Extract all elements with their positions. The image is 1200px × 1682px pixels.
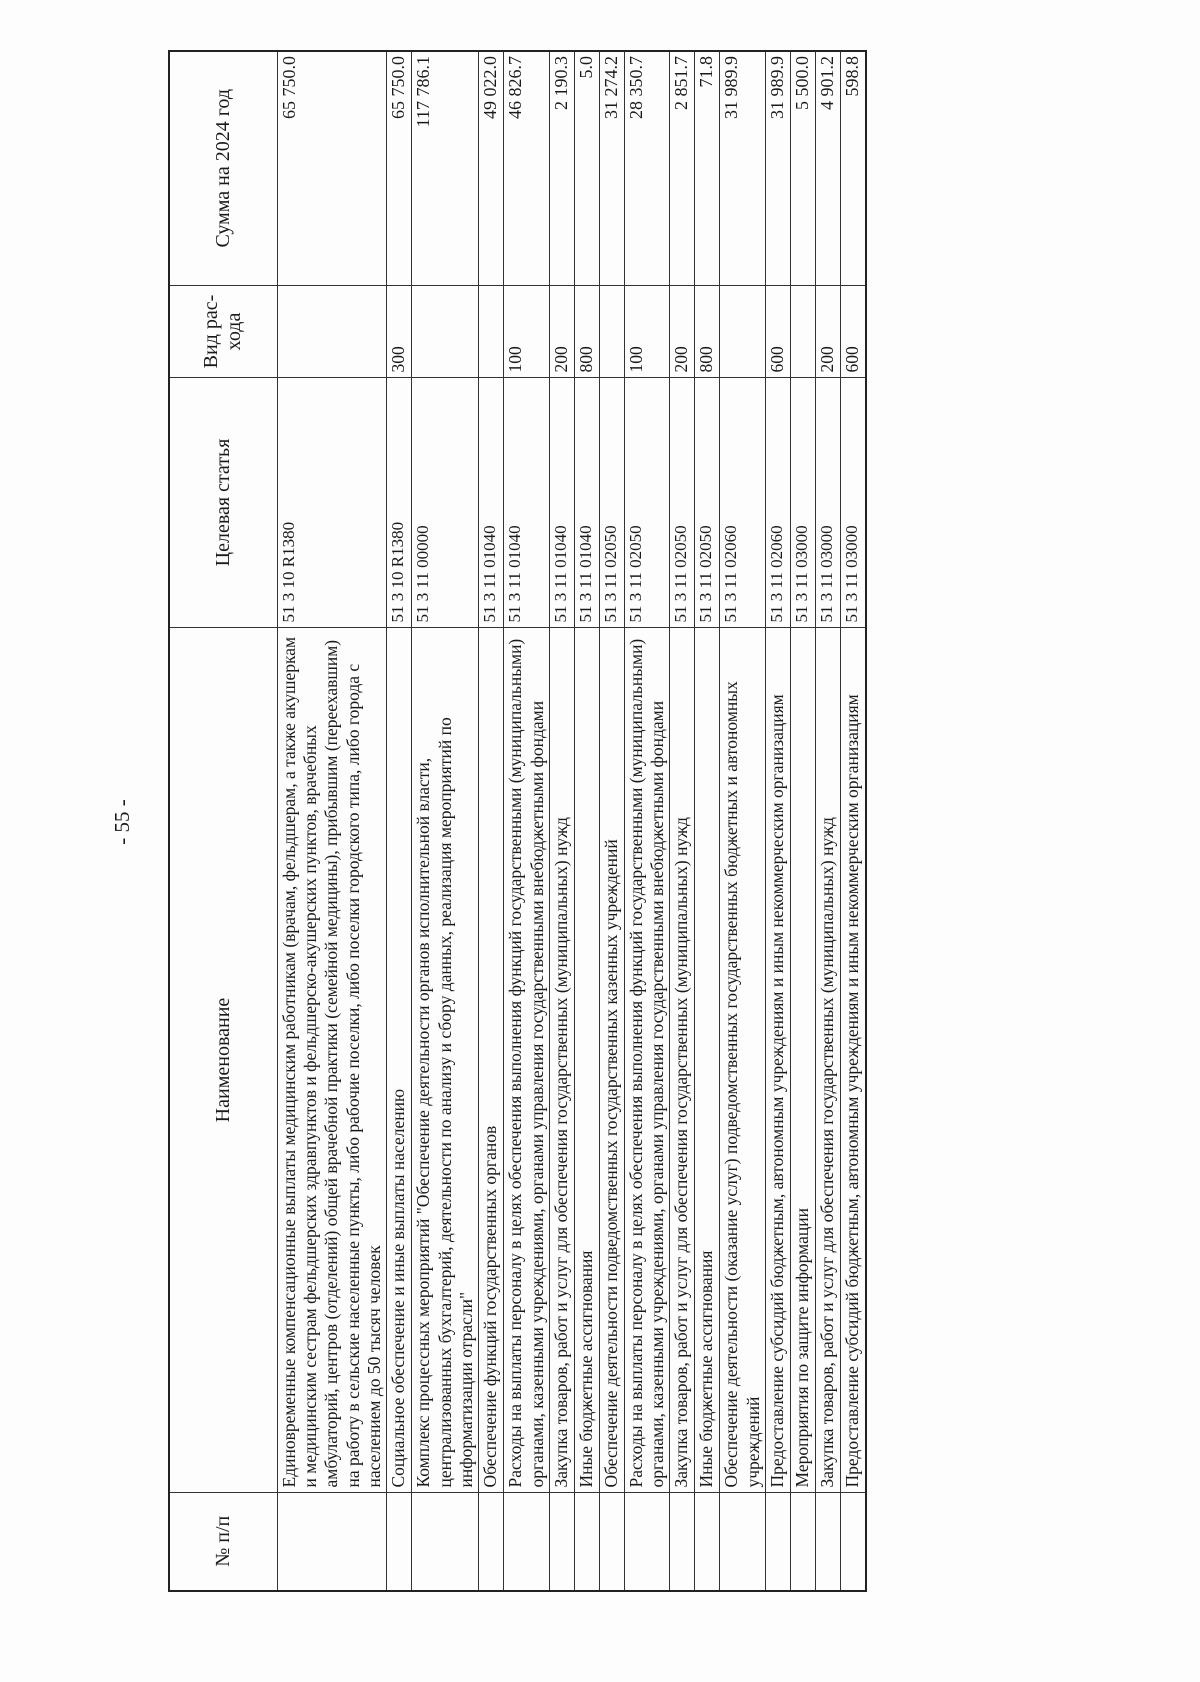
cell-type: 600 xyxy=(840,286,865,378)
cell-type xyxy=(479,286,504,378)
cell-name: Обеспечение деятельности подведомственных государственных казенных учреждений xyxy=(599,628,624,1493)
cell-code: 51 3 11 03000 xyxy=(840,378,865,628)
table-row xyxy=(840,51,865,1591)
header-type: Вид рас-хода xyxy=(169,286,277,378)
cell-type: 600 xyxy=(765,286,790,378)
cell-code: 51 3 11 01040 xyxy=(574,378,599,628)
cell-num xyxy=(549,1493,574,1591)
cell-code: 51 3 11 02060 xyxy=(765,378,790,628)
cell-name: Обеспечение деятельности (оказание услуг) подведомственных государственных бюджетных и автономных учреждений xyxy=(720,628,766,1493)
header-name: Наименование xyxy=(169,628,277,1493)
cell-type xyxy=(277,286,387,378)
cell-type: 200 xyxy=(815,286,840,378)
cell-sum: 65 750.0 xyxy=(387,51,412,286)
cell-type xyxy=(790,286,815,378)
cell-type xyxy=(720,286,766,378)
cell-sum: 46 826.7 xyxy=(504,51,550,286)
cell-num xyxy=(479,1493,504,1591)
table-row xyxy=(277,51,387,1591)
cell-num xyxy=(720,1493,766,1591)
table-row xyxy=(574,51,599,1591)
cell-sum: 31 989.9 xyxy=(765,51,790,286)
table-row xyxy=(412,51,479,1591)
cell-name: Расходы на выплаты персоналу в целях обеспечения выполнения функций государственными (муниципальными) органами, казенными учреждениями, органами управления государственными внебюджетными фондами xyxy=(504,628,550,1493)
cell-name: Иные бюджетные ассигнования xyxy=(695,628,720,1493)
cell-type: 100 xyxy=(504,286,550,378)
cell-sum: 31 274.2 xyxy=(599,51,624,286)
cell-sum: 65 750.0 xyxy=(277,51,387,286)
cell-type: 100 xyxy=(624,286,670,378)
cell-name: Расходы на выплаты персоналу в целях обеспечения выполнения функций государственными (муниципальными) органами, казенными учреждениями, органами управления государственными внебюджетными фондами xyxy=(624,628,670,1493)
cell-sum: 598.8 xyxy=(840,51,865,286)
table-row xyxy=(670,51,695,1591)
cell-sum: 4 901.2 xyxy=(815,51,840,286)
cell-num xyxy=(670,1493,695,1591)
cell-name: Иные бюджетные ассигнования xyxy=(574,628,599,1493)
table-row xyxy=(504,51,550,1591)
cell-num xyxy=(504,1493,550,1591)
cell-sum: 5 500.0 xyxy=(790,51,815,286)
table-body xyxy=(277,51,866,1591)
table-row xyxy=(790,51,815,1591)
cell-name: Комплекс процессных мероприятий "Обеспечение деятельности органов исполнительной власти, централизованных бухгалтерий, деятельности по анализу и сбору данных, реализация мероприятий по информатизации отрасли" xyxy=(412,628,479,1493)
cell-name: Закупка товаров, работ и услуг для обеспечения государственных (муниципальных) нужд xyxy=(670,628,695,1493)
cell-code: 51 3 11 01040 xyxy=(504,378,550,628)
cell-code: 51 3 11 02050 xyxy=(670,378,695,628)
header-sum: Сумма на 2024 год xyxy=(169,51,277,286)
cell-type: 300 xyxy=(387,286,412,378)
table-row xyxy=(765,51,790,1591)
cell-type: 200 xyxy=(670,286,695,378)
cell-sum: 28 350.7 xyxy=(624,51,670,286)
cell-code: 51 3 11 01040 xyxy=(549,378,574,628)
cell-name: Предоставление субсидий бюджетным, автономным учреждениям и иным некоммерческим организациям xyxy=(840,628,865,1493)
cell-name: Закупка товаров, работ и услуг для обеспечения государственных (муниципальных) нужд xyxy=(815,628,840,1493)
cell-code: 51 3 11 02060 xyxy=(720,378,766,628)
table-header-row xyxy=(169,51,277,1591)
cell-name: Предоставление субсидий бюджетным, автономным учреждениям и иным некоммерческим организациям xyxy=(765,628,790,1493)
table-row xyxy=(549,51,574,1591)
cell-num xyxy=(815,1493,840,1591)
rotated-content xyxy=(90,52,1105,1592)
table-row xyxy=(387,51,412,1591)
cell-num xyxy=(695,1493,720,1591)
cell-sum: 31 989.9 xyxy=(720,51,766,286)
table-row xyxy=(599,51,624,1591)
cell-type xyxy=(412,286,479,378)
cell-type: 800 xyxy=(574,286,599,378)
cell-sum: 49 022.0 xyxy=(479,51,504,286)
cell-num xyxy=(387,1493,412,1591)
cell-code: 51 3 11 02050 xyxy=(695,378,720,628)
cell-num xyxy=(840,1493,865,1591)
header-code: Целевая статья xyxy=(169,378,277,628)
header-num: № п/п xyxy=(169,1493,277,1591)
cell-code: 51 3 11 01040 xyxy=(479,378,504,628)
table-row xyxy=(624,51,670,1591)
cell-num xyxy=(624,1493,670,1591)
cell-code: 51 3 11 03000 xyxy=(815,378,840,628)
table-row xyxy=(720,51,766,1591)
cell-num xyxy=(765,1493,790,1591)
cell-name: Обеспечение функций государственных органов xyxy=(479,628,504,1493)
cell-type: 800 xyxy=(695,286,720,378)
cell-code: 51 3 11 02050 xyxy=(599,378,624,628)
cell-name: Закупка товаров, работ и услуг для обеспечения государственных (муниципальных) нужд xyxy=(549,628,574,1493)
cell-sum: 117 786.1 xyxy=(412,51,479,286)
cell-sum: 2 851.7 xyxy=(670,51,695,286)
page-number: - 55 - xyxy=(110,799,134,845)
cell-sum: 2 190.3 xyxy=(549,51,574,286)
cell-num xyxy=(277,1493,387,1591)
cell-code: 51 3 11 00000 xyxy=(412,378,479,628)
cell-num xyxy=(790,1493,815,1591)
cell-sum: 71.8 xyxy=(695,51,720,286)
table-row xyxy=(479,51,504,1591)
cell-code: 51 3 11 03000 xyxy=(790,378,815,628)
cell-code: 51 3 10 R1380 xyxy=(387,378,412,628)
cell-name: Единовременные компенсационные выплаты медицинским работникам (врачам, фельдшерам, а также акушеркам и медицинским сестрам фельдшерских здравпунктов и фельдшерско-акушерских пунктов, врачебных амбулаторий, центров (отделений) общей врачебной практики (семейной медицины), прибывшим (переехавшим) на работу в сельские населенные пункты, либо рабочие поселки, либо поселки городского типа, либо города с населением до 50 тысяч человек xyxy=(277,628,387,1493)
cell-type: 200 xyxy=(549,286,574,378)
cell-sum: 5.0 xyxy=(574,51,599,286)
cell-num xyxy=(574,1493,599,1591)
cell-type xyxy=(599,286,624,378)
cell-num xyxy=(599,1493,624,1591)
cell-num xyxy=(412,1493,479,1591)
cell-name: Мероприятия по защите информации xyxy=(790,628,815,1493)
cell-code: 51 3 10 R1380 xyxy=(277,378,387,628)
table-row xyxy=(695,51,720,1591)
cell-code: 51 3 11 02050 xyxy=(624,378,670,628)
budget-table xyxy=(168,50,867,1592)
cell-name: Социальное обеспечение и иные выплаты населению xyxy=(387,628,412,1493)
table-row xyxy=(815,51,840,1591)
